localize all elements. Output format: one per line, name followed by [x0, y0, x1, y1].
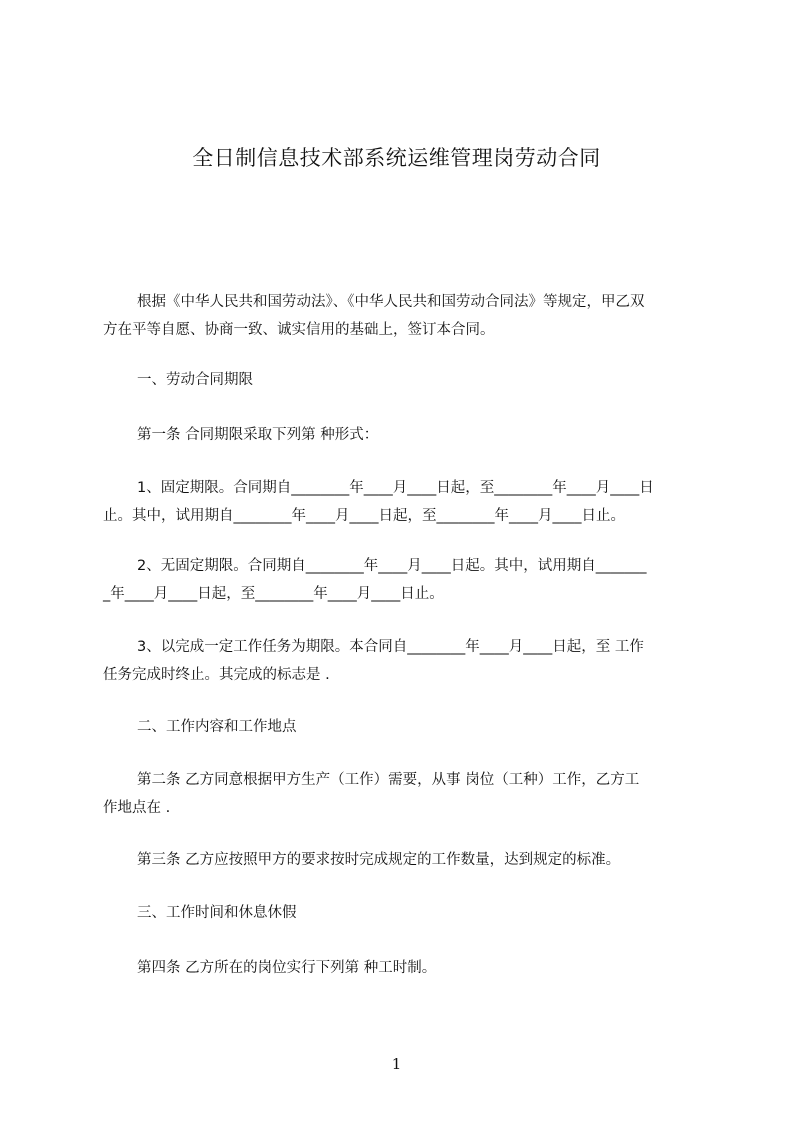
article-4: 第四条 乙方所在的岗位实行下列第 种工时制。 [137, 960, 437, 976]
section-heading-work-content: 二、工作内容和工作地点 [137, 719, 297, 735]
section-heading-contract-term: 一、劳动合同期限 [137, 372, 253, 388]
article-1: 第一条 合同期限采取下列第 种形式： [137, 427, 379, 443]
article-2-line-1: 第二条 乙方同意根据甲方生产（工作）需要，从事 岗位（工种）工作，乙方工 [137, 772, 640, 788]
term-option-1-line-2: 止。其中，试用期自________年____月____日起，至________年____月____日止。 [103, 508, 625, 524]
page-number: 1 [391, 1055, 402, 1073]
article-3: 第三条 乙方应按照甲方的要求按时完成规定的工作数量，达到规定的标准。 [137, 852, 621, 868]
intro-paragraph-line-2: 方在平等自愿、协商一致、诚实信用的基础上，签订本合同。 [103, 322, 495, 338]
article-2-line-2: 作地点在 . [103, 800, 171, 816]
term-option-3-line-1: 3、以完成一定工作任务为期限。本合同自________年____月____日起，至 工作 [137, 639, 644, 655]
term-option-2-line-1: 2、无固定期限。合同期自________年____月____日起。其中，试用期自_______ [137, 558, 647, 574]
term-option-3-line-2: 任务完成时终止。其完成的标志是 . [103, 667, 330, 683]
intro-paragraph-line-1: 根据《中华人民共和国劳动法》、《中华人民共和国劳动合同法》等规定，甲乙双 [137, 294, 645, 310]
document-title: 全日制信息技术部系统运维管理岗劳动合同 [192, 146, 601, 170]
term-option-2-line-2: _年____月____日起，至________年____月____日止。 [103, 586, 444, 602]
term-option-1-line-1: 1、固定期限。合同期自________年____月____日起，至________年____月____日 [137, 480, 654, 496]
section-heading-work-hours: 三、工作时间和休息休假 [137, 905, 297, 921]
